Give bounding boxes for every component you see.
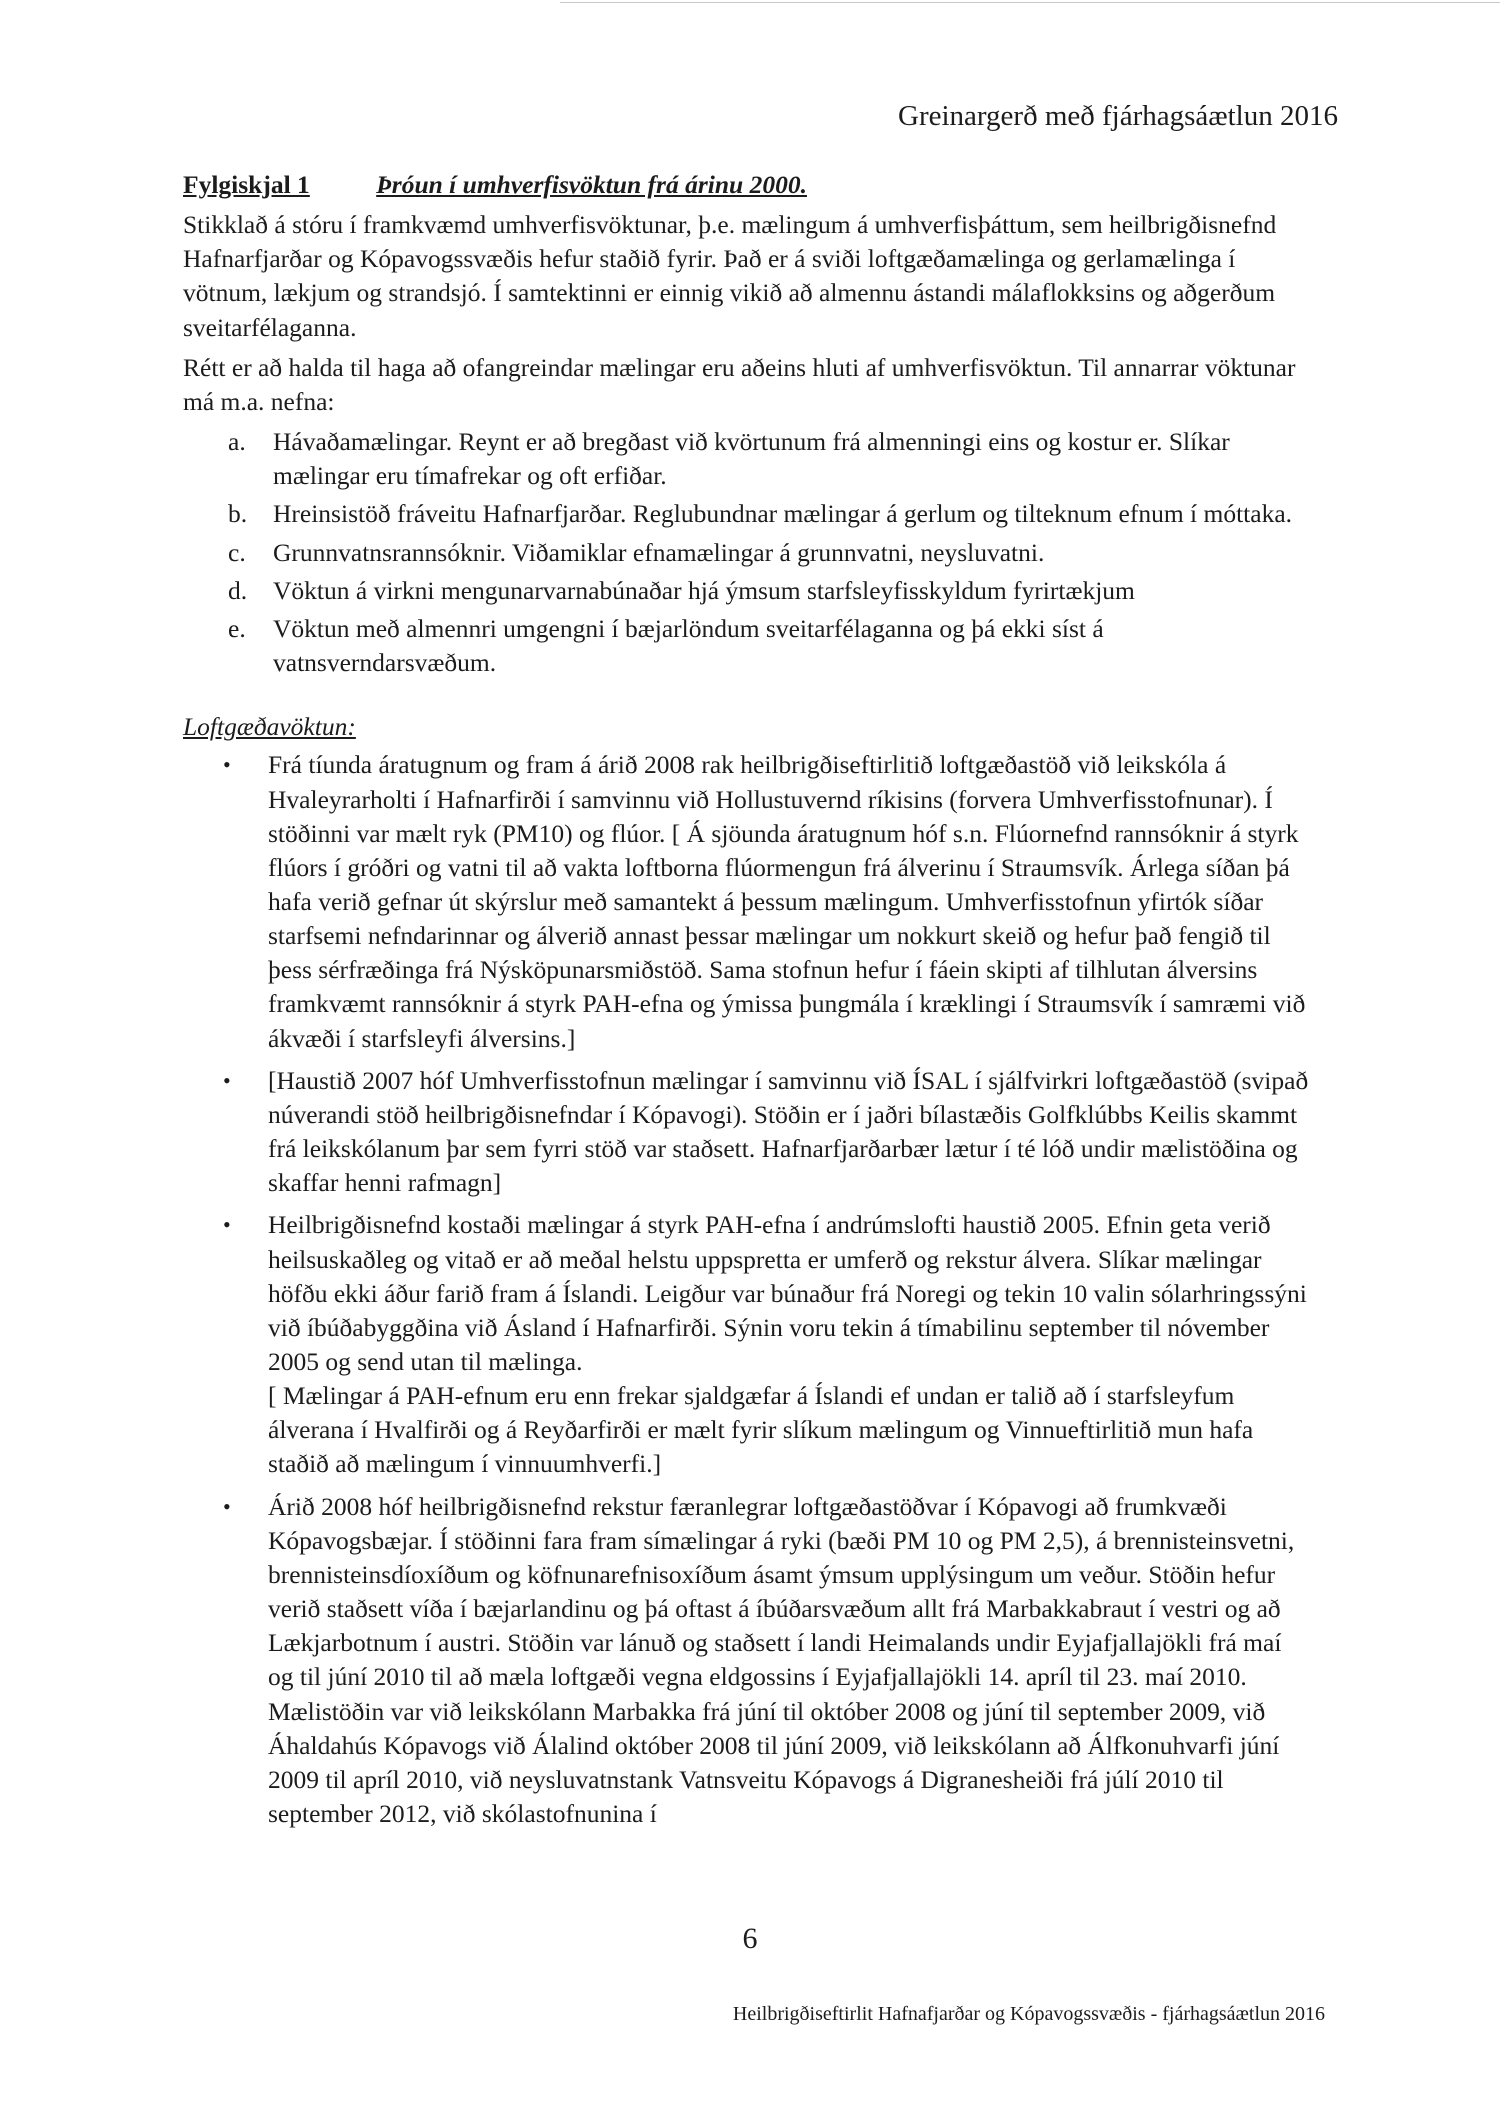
lettered-item [183, 574, 1313, 608]
bullet-note: [ Mælingar á PAH-efnum eru enn frekar sjaldgæfar á Íslandi ef undan er talið að í starfsleyfum álverana í Hvalfirði og á Reyðarfirði er mælt fyrir slíkum mælingum og Vinnueftirlitið mun hafa staðið að mælingum í vinnuumhverfi.] [268, 1381, 1254, 1479]
bullet-item [183, 1490, 1313, 1832]
lettered-item-text: Vöktun með almennri umgengni í bæjarlöndum sveitarfélaganna og þá ekki síst á vatnsverndarsvæðum. [273, 613, 1104, 678]
lettered-item [183, 612, 1313, 680]
lettered-item-label: c. [228, 537, 246, 567]
subheading: Loftgæðavöktun: [183, 712, 356, 742]
document-body [183, 168, 1313, 1839]
bullet-body [268, 1208, 1313, 1481]
bullet-text: Árið 2008 hóf heilbrigðisnefnd rekstur færanlegrar loftgæðastöðvar í Kópavogi að frumkvæði Kópavogsbæjar. Í stöðinni fara fram símælingar á ryki (bæði PM 10 og PM 2,5), á brennisteinsvetni, brennisteinsdíoxíðum og köfnunarefnisoxíðum ásamt ýmsum upplýsingum um veður. Stöðin hefur verið staðsett víða í bæjarlandinu og þá oftast á íbúðarsvæðum allt frá Marbakkabraut í vestri og að Lækjarbotnum í austri. Stöðin var lánuð og staðsett í landi Heimalands undir Eyjafjallajökli frá maí og til júní 2010 til að mæla loftgæði vegna eldgossins í Eyjafjallajökli 14. apríl til 23. maí 2010. Mælistöðin var við leikskólann Marbakka frá júní til október 2008 og júní til september 2009, við Áhaldahús Kópavogs við Álalind október 2008 til júní 2009, við leikskólann að Álfkonuhvarfi júní 2009 til apríl 2010, við neysluvatnstank Vatnsveitu Kópavogs á Digranesheiði frá júlí 2010 til september 2012, við skólastofnunina í [268, 1491, 1295, 1829]
lettered-item-label: a. [228, 427, 246, 457]
bullet-item [183, 1208, 1313, 1481]
bullet-text: Frá tíunda áratugnum og fram á árið 2008 rak heilbrigðiseftirlitið loftgæðastöð við leikskóla á Hvaleyrarholti í Hafnarfirði í samvinnu við Hollustuvernd ríkisins (forvera Umhverfisstofnunar). Í stöðinni var mælt ryk (PM10) og flúor. [ Á sjöunda áratugnum hóf s.n. Flúornefnd rannsóknir á styrk flúors í gróðri og vatni til að vakta loftborna flúormengun frá álverinu í Straumsvík. Árlega síðan þá hafa verið gefnar út skýrslur með samantekt á þessum mælingum. Umhverfisstofnun yfirtók síðar starfsemi nefndarinnar og álverið annast þessar mælingar um nokkurt skeið og hefur það fengið til þess sérfræðinga frá Nýsköpunarsmiðstöð. Sama stofnun hefur í fáein skipti af tilhlutan álversins framkvæmt rannsóknir á styrk PAH-efna og ýmissa þungmála í kræklingi í Straumsvík í samræmi við ákvæði í starfsleyfi álversins.] [268, 750, 1306, 1053]
lettered-item-label: b. [228, 499, 248, 529]
bullet-icon: • [223, 1212, 231, 1238]
lettered-item [183, 425, 1313, 493]
lettered-item-text: Hávaðamælingar. Reynt er að bregðast við kvörtunum frá almenningi eins og kostur er. Slíkar mælingar eru tímafrekar og oft erfiðar. [273, 427, 1230, 491]
page-number: 6 [742, 1922, 758, 1955]
lettered-item-text: Hreinsistöð fráveitu Hafnarfjarðar. Reglubundnar mælingar á gerlum og tilteknum efnum í móttaka. [273, 499, 1293, 529]
bullet-icon: • [223, 1493, 231, 1519]
lettered-item-label: d. [228, 575, 248, 605]
intro-paragraph: Stikklað á stóru í framkvæmd umhverfisvöktunar, þ.e. mælingum á umhverfisþáttum, sem heilbrigðisnefnd Hafnarfjarðar og Kópavogssvæðis hefur staðið fyrir. Það er á sviði loftgæðamælinga og gerlamælinga í vötnum, lækjum og strandsjó. Í samtektinni er einnig vikið að almennu ástandi málaflokksins og aðgerðum sveitarfélaganna. [183, 210, 1277, 342]
bullet-item [183, 748, 1313, 1055]
bullet-icon: • [223, 1067, 231, 1093]
scan-edge-line [560, 2, 1500, 3]
section-title: Þróun í umhverfisvöktun frá árinu 2000. [376, 170, 807, 199]
intro-paragraph: Rétt er að halda til haga að ofangreindar mælingar eru aðeins hluti af umhverfisvöktun. Til annarrar vöktunar má m.a. nefna: [183, 352, 1296, 416]
bullet-text: [Haustið 2007 hóf Umhverfisstofnun mælingar í samvinnu við ÍSAL í sjálfvirkri loftgæðastöð (svipað núverandi stöð heilbrigðisnefndar í Kópavogi). Stöðin er í jaðri bílastæðis Golfklúbbs Keilis skammt frá leikskólanum þar sem fyrri stöð var staðsett. Hafnarfjarðarbær lætur í té lóð undir mælistöðina og skaffar henni rafmagn] [268, 1065, 1309, 1198]
bullet-text: Heilbrigðisnefnd kostaði mælingar á styrk PAH-efna í andrúmslofti haustið 2005. Efnin geta verið heilsuskaðleg og vitað er að meðal helstu uppspretta er umferð og rekstur álvera. Slíkar mælingar höfðu ekki áður farið fram á Íslandi. Leigður var búnaður frá Noregi og tekin 10 valin sólarhringssýni við íbúðabyggðina við Ásland í Hafnarfirði. Sýnin voru tekin á tímabilinu september til nóvember 2005 og send utan til mælinga. [268, 1210, 1307, 1376]
lettered-item [183, 536, 1313, 570]
section-label: Fylgiskjal 1 [183, 170, 310, 199]
bullet-icon: • [223, 752, 231, 778]
lettered-item-text: Vöktun á virkni mengunarvarnabúnaðar hjá ýmsum starfsleyfisskyldum fyrirtækjum [273, 575, 1135, 605]
page-header: Greinargerð með fjárhagsáætlun 2016 [898, 100, 1338, 132]
lettered-item-text: Grunnvatnsrannsóknir. Viðamiklar efnamælingar á grunnvatni, neysluvatni. [273, 537, 1045, 567]
lettered-item [183, 497, 1313, 531]
lettered-item-label: e. [228, 613, 246, 643]
bullet-item [183, 1064, 1313, 1201]
page-footer: Heilbrigðiseftirlit Hafnafjarðar og Kópavogssvæðis - fjárhagsáætlun 2016 [732, 2003, 1325, 2025]
section-heading [183, 168, 1313, 202]
